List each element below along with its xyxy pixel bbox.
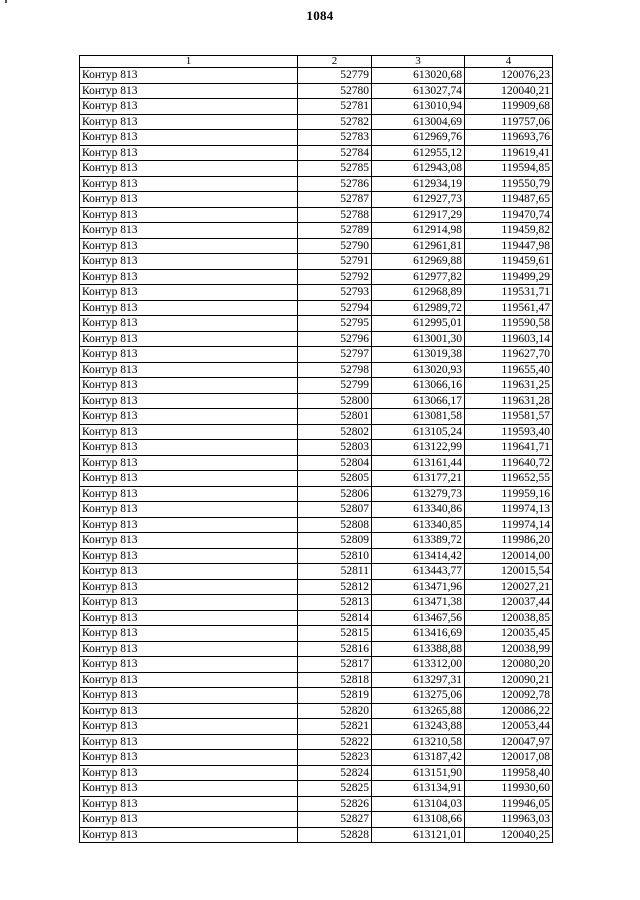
y-coordinate-cell: 119652,55 [465, 471, 553, 487]
point-number-cell: 52809 [298, 533, 372, 549]
table-row [80, 130, 553, 146]
contour-name-cell: Контур 813 [80, 424, 298, 440]
point-number-cell: 52782 [298, 114, 372, 130]
point-number-cell: 52791 [298, 254, 372, 270]
contour-name-cell: Контур 813 [80, 238, 298, 254]
x-coordinate-cell: 613121,01 [372, 827, 465, 843]
table-row [80, 765, 553, 781]
point-number-cell: 52801 [298, 409, 372, 425]
table-body [80, 68, 553, 843]
table-row [80, 812, 553, 828]
table-row [80, 703, 553, 719]
contour-name-cell: Контур 813 [80, 285, 298, 301]
x-coordinate-cell: 613265,88 [372, 703, 465, 719]
contour-name-cell: Контур 813 [80, 486, 298, 502]
contour-name-cell: Контур 813 [80, 455, 298, 471]
contour-name-cell: Контур 813 [80, 688, 298, 704]
table-row [80, 161, 553, 177]
y-coordinate-cell: 120092,78 [465, 688, 553, 704]
y-coordinate-cell: 120027,21 [465, 579, 553, 595]
y-coordinate-cell: 120040,21 [465, 83, 553, 99]
table-row [80, 316, 553, 332]
x-coordinate-cell: 613177,21 [372, 471, 465, 487]
point-number-cell: 52812 [298, 579, 372, 595]
x-coordinate-cell: 612927,73 [372, 192, 465, 208]
y-coordinate-cell: 119946,05 [465, 796, 553, 812]
x-coordinate-cell: 613122,99 [372, 440, 465, 456]
x-coordinate-cell: 613388,88 [372, 641, 465, 657]
x-coordinate-cell: 613414,42 [372, 548, 465, 564]
column-header-1: 1 [80, 56, 298, 68]
table-row [80, 626, 553, 642]
y-coordinate-cell: 119550,79 [465, 176, 553, 192]
y-coordinate-cell: 119640,72 [465, 455, 553, 471]
point-number-cell: 52788 [298, 207, 372, 223]
table-row [80, 254, 553, 270]
table-row [80, 192, 553, 208]
x-coordinate-cell: 613210,58 [372, 734, 465, 750]
table-row [80, 83, 553, 99]
point-number-cell: 52780 [298, 83, 372, 99]
point-number-cell: 52824 [298, 765, 372, 781]
x-coordinate-cell: 613340,86 [372, 502, 465, 518]
x-coordinate-cell: 613312,00 [372, 657, 465, 673]
x-coordinate-cell: 612955,12 [372, 145, 465, 161]
x-coordinate-cell: 612969,88 [372, 254, 465, 270]
contour-name-cell: Контур 813 [80, 641, 298, 657]
x-coordinate-cell: 613389,72 [372, 533, 465, 549]
contour-name-cell: Контур 813 [80, 781, 298, 797]
point-number-cell: 52826 [298, 796, 372, 812]
contour-name-cell: Контур 813 [80, 192, 298, 208]
point-number-cell: 52804 [298, 455, 372, 471]
y-coordinate-cell: 120047,97 [465, 734, 553, 750]
x-coordinate-cell: 613027,74 [372, 83, 465, 99]
x-coordinate-cell: 613001,30 [372, 331, 465, 347]
point-number-cell: 52823 [298, 750, 372, 766]
point-number-cell: 52814 [298, 610, 372, 626]
point-number-cell: 52783 [298, 130, 372, 146]
contour-name-cell: Контур 813 [80, 657, 298, 673]
y-coordinate-cell: 119974,13 [465, 502, 553, 518]
point-number-cell: 52794 [298, 300, 372, 316]
y-coordinate-cell: 119909,68 [465, 99, 553, 115]
column-header-2: 2 [298, 56, 372, 68]
table-row [80, 300, 553, 316]
point-number-cell: 52820 [298, 703, 372, 719]
y-coordinate-cell: 119693,76 [465, 130, 553, 146]
table-row [80, 610, 553, 626]
point-number-cell: 52805 [298, 471, 372, 487]
table-row [80, 238, 553, 254]
y-coordinate-cell: 119590,58 [465, 316, 553, 332]
table-row [80, 145, 553, 161]
contour-name-cell: Контур 813 [80, 765, 298, 781]
table-header [80, 56, 553, 68]
y-coordinate-cell: 120017,08 [465, 750, 553, 766]
point-number-cell: 52806 [298, 486, 372, 502]
point-number-cell: 52789 [298, 223, 372, 239]
point-number-cell: 52800 [298, 393, 372, 409]
point-number-cell: 52784 [298, 145, 372, 161]
contour-name-cell: Контур 813 [80, 672, 298, 688]
contour-name-cell: Контур 813 [80, 316, 298, 332]
y-coordinate-cell: 119958,40 [465, 765, 553, 781]
y-coordinate-cell: 120015,54 [465, 564, 553, 580]
x-coordinate-cell: 612968,89 [372, 285, 465, 301]
x-coordinate-cell: 613104,03 [372, 796, 465, 812]
point-number-cell: 52785 [298, 161, 372, 177]
contour-name-cell: Контур 813 [80, 207, 298, 223]
table-row [80, 176, 553, 192]
y-coordinate-cell: 119459,61 [465, 254, 553, 270]
table-row [80, 471, 553, 487]
x-coordinate-cell: 613004,69 [372, 114, 465, 130]
contour-name-cell: Контур 813 [80, 579, 298, 595]
table-row [80, 331, 553, 347]
point-number-cell: 52802 [298, 424, 372, 440]
point-number-cell: 52813 [298, 595, 372, 611]
y-coordinate-cell: 119531,71 [465, 285, 553, 301]
x-coordinate-cell: 612995,01 [372, 316, 465, 332]
table-row [80, 657, 553, 673]
point-number-cell: 52796 [298, 331, 372, 347]
y-coordinate-cell: 120038,99 [465, 641, 553, 657]
point-number-cell: 52793 [298, 285, 372, 301]
x-coordinate-cell: 613275,06 [372, 688, 465, 704]
y-coordinate-cell: 119655,40 [465, 362, 553, 378]
y-coordinate-cell: 119627,70 [465, 347, 553, 363]
y-coordinate-cell: 119603,14 [465, 331, 553, 347]
point-number-cell: 52810 [298, 548, 372, 564]
contour-name-cell: Контур 813 [80, 393, 298, 409]
contour-name-cell: Контур 813 [80, 176, 298, 192]
table-row [80, 68, 553, 84]
y-coordinate-cell: 120038,85 [465, 610, 553, 626]
point-number-cell: 52779 [298, 68, 372, 84]
x-coordinate-cell: 613105,24 [372, 424, 465, 440]
contour-name-cell: Контур 813 [80, 362, 298, 378]
contour-name-cell: Контур 813 [80, 331, 298, 347]
y-coordinate-cell: 120090,21 [465, 672, 553, 688]
point-number-cell: 52821 [298, 719, 372, 735]
y-coordinate-cell: 119447,98 [465, 238, 553, 254]
contour-name-cell: Контур 813 [80, 703, 298, 719]
y-coordinate-cell: 120014,00 [465, 548, 553, 564]
table-row [80, 641, 553, 657]
y-coordinate-cell: 119930,60 [465, 781, 553, 797]
x-coordinate-cell: 613151,90 [372, 765, 465, 781]
point-number-cell: 52803 [298, 440, 372, 456]
y-coordinate-cell: 119593,40 [465, 424, 553, 440]
table-row [80, 672, 553, 688]
y-coordinate-cell: 119631,28 [465, 393, 553, 409]
contour-name-cell: Контур 813 [80, 409, 298, 425]
scan-mark [5, 0, 7, 3]
x-coordinate-cell: 613467,56 [372, 610, 465, 626]
table-row [80, 99, 553, 115]
point-number-cell: 52811 [298, 564, 372, 580]
x-coordinate-cell: 613443,77 [372, 564, 465, 580]
column-header-4: 4 [465, 56, 553, 68]
table-row [80, 409, 553, 425]
contour-name-cell: Контур 813 [80, 347, 298, 363]
x-coordinate-cell: 613416,69 [372, 626, 465, 642]
x-coordinate-cell: 613066,16 [372, 378, 465, 394]
y-coordinate-cell: 120040,25 [465, 827, 553, 843]
x-coordinate-cell: 612961,81 [372, 238, 465, 254]
x-coordinate-cell: 613161,44 [372, 455, 465, 471]
contour-name-cell: Контур 813 [80, 68, 298, 84]
contour-name-cell: Контур 813 [80, 548, 298, 564]
table-row [80, 781, 553, 797]
y-coordinate-cell: 119974,14 [465, 517, 553, 533]
contour-name-cell: Контур 813 [80, 440, 298, 456]
table-row [80, 285, 553, 301]
y-coordinate-cell: 119986,20 [465, 533, 553, 549]
contour-name-cell: Контур 813 [80, 145, 298, 161]
x-coordinate-cell: 612917,29 [372, 207, 465, 223]
table-row [80, 533, 553, 549]
contour-name-cell: Контур 813 [80, 83, 298, 99]
y-coordinate-cell: 120076,23 [465, 68, 553, 84]
table-row [80, 595, 553, 611]
x-coordinate-cell: 613066,17 [372, 393, 465, 409]
y-coordinate-cell: 119487,65 [465, 192, 553, 208]
table-row [80, 207, 553, 223]
point-number-cell: 52808 [298, 517, 372, 533]
point-number-cell: 52799 [298, 378, 372, 394]
table-row [80, 734, 553, 750]
contour-name-cell: Контур 813 [80, 502, 298, 518]
y-coordinate-cell: 119641,71 [465, 440, 553, 456]
point-number-cell: 52781 [298, 99, 372, 115]
x-coordinate-cell: 612969,76 [372, 130, 465, 146]
x-coordinate-cell: 613279,73 [372, 486, 465, 502]
table-row [80, 362, 553, 378]
x-coordinate-cell: 613020,93 [372, 362, 465, 378]
y-coordinate-cell: 120035,45 [465, 626, 553, 642]
x-coordinate-cell: 612989,72 [372, 300, 465, 316]
point-number-cell: 52822 [298, 734, 372, 750]
contour-name-cell: Контур 813 [80, 610, 298, 626]
x-coordinate-cell: 613297,31 [372, 672, 465, 688]
table-row [80, 424, 553, 440]
x-coordinate-cell: 613081,58 [372, 409, 465, 425]
point-number-cell: 52818 [298, 672, 372, 688]
point-number-cell: 52828 [298, 827, 372, 843]
x-coordinate-cell: 612914,98 [372, 223, 465, 239]
contour-name-cell: Контур 813 [80, 719, 298, 735]
point-number-cell: 52786 [298, 176, 372, 192]
point-number-cell: 52825 [298, 781, 372, 797]
y-coordinate-cell: 120086,22 [465, 703, 553, 719]
table-row [80, 455, 553, 471]
contour-name-cell: Контур 813 [80, 827, 298, 843]
x-coordinate-cell: 613471,38 [372, 595, 465, 611]
contour-name-cell: Контур 813 [80, 161, 298, 177]
coordinates-table [79, 55, 553, 843]
x-coordinate-cell: 613108,66 [372, 812, 465, 828]
point-number-cell: 52819 [298, 688, 372, 704]
point-number-cell: 52798 [298, 362, 372, 378]
y-coordinate-cell: 120053,44 [465, 719, 553, 735]
point-number-cell: 52827 [298, 812, 372, 828]
y-coordinate-cell: 119561,47 [465, 300, 553, 316]
y-coordinate-cell: 119631,25 [465, 378, 553, 394]
y-coordinate-cell: 120080,20 [465, 657, 553, 673]
table-row [80, 579, 553, 595]
table-row [80, 827, 553, 843]
point-number-cell: 52792 [298, 269, 372, 285]
point-number-cell: 52790 [298, 238, 372, 254]
x-coordinate-cell: 613020,68 [372, 68, 465, 84]
y-coordinate-cell: 119757,06 [465, 114, 553, 130]
table-row [80, 517, 553, 533]
page-number: 1084 [306, 8, 334, 23]
table-row [80, 347, 553, 363]
contour-name-cell: Контур 813 [80, 99, 298, 115]
point-number-cell: 52795 [298, 316, 372, 332]
table-row [80, 378, 553, 394]
x-coordinate-cell: 613471,96 [372, 579, 465, 595]
table-row [80, 750, 553, 766]
table-row [80, 114, 553, 130]
x-coordinate-cell: 613010,94 [372, 99, 465, 115]
y-coordinate-cell: 119470,74 [465, 207, 553, 223]
point-number-cell: 52797 [298, 347, 372, 363]
header-row [80, 56, 553, 68]
point-number-cell: 52817 [298, 657, 372, 673]
table-row [80, 269, 553, 285]
y-coordinate-cell: 119959,16 [465, 486, 553, 502]
table-row [80, 688, 553, 704]
table-row [80, 486, 553, 502]
table-row [80, 440, 553, 456]
y-coordinate-cell: 119594,85 [465, 161, 553, 177]
table-row [80, 564, 553, 580]
contour-name-cell: Контур 813 [80, 254, 298, 270]
contour-name-cell: Контур 813 [80, 595, 298, 611]
contour-name-cell: Контур 813 [80, 300, 298, 316]
contour-name-cell: Контур 813 [80, 130, 298, 146]
point-number-cell: 52787 [298, 192, 372, 208]
x-coordinate-cell: 612943,08 [372, 161, 465, 177]
table-row [80, 223, 553, 239]
column-header-3: 3 [372, 56, 465, 68]
contour-name-cell: Контур 813 [80, 269, 298, 285]
point-number-cell: 52816 [298, 641, 372, 657]
table-row [80, 548, 553, 564]
contour-name-cell: Контур 813 [80, 378, 298, 394]
contour-name-cell: Контур 813 [80, 812, 298, 828]
y-coordinate-cell: 119619,41 [465, 145, 553, 161]
table-row [80, 719, 553, 735]
contour-name-cell: Контур 813 [80, 626, 298, 642]
x-coordinate-cell: 613340,85 [372, 517, 465, 533]
point-number-cell: 52807 [298, 502, 372, 518]
y-coordinate-cell: 119581,57 [465, 409, 553, 425]
y-coordinate-cell: 120037,44 [465, 595, 553, 611]
y-coordinate-cell: 119459,82 [465, 223, 553, 239]
contour-name-cell: Контур 813 [80, 796, 298, 812]
contour-name-cell: Контур 813 [80, 564, 298, 580]
x-coordinate-cell: 613187,42 [372, 750, 465, 766]
y-coordinate-cell: 119963,03 [465, 812, 553, 828]
contour-name-cell: Контур 813 [80, 114, 298, 130]
contour-name-cell: Контур 813 [80, 734, 298, 750]
table-row [80, 796, 553, 812]
contour-name-cell: Контур 813 [80, 471, 298, 487]
contour-name-cell: Контур 813 [80, 223, 298, 239]
x-coordinate-cell: 613134,91 [372, 781, 465, 797]
point-number-cell: 52815 [298, 626, 372, 642]
contour-name-cell: Контур 813 [80, 750, 298, 766]
y-coordinate-cell: 119499,29 [465, 269, 553, 285]
contour-name-cell: Контур 813 [80, 533, 298, 549]
x-coordinate-cell: 613019,38 [372, 347, 465, 363]
table-row [80, 502, 553, 518]
contour-name-cell: Контур 813 [80, 517, 298, 533]
x-coordinate-cell: 613243,88 [372, 719, 465, 735]
x-coordinate-cell: 612977,82 [372, 269, 465, 285]
x-coordinate-cell: 612934,19 [372, 176, 465, 192]
table-row [80, 393, 553, 409]
